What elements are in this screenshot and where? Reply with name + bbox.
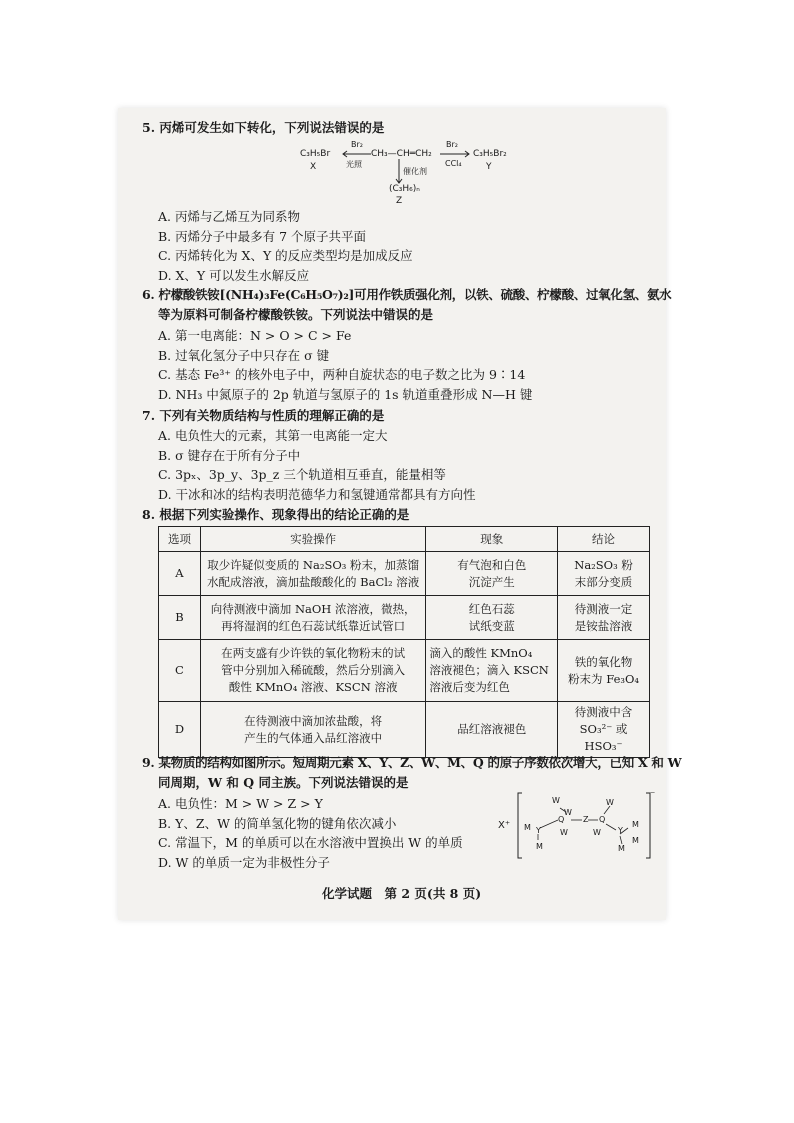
q5-options (158, 207, 413, 285)
q9-options (158, 794, 463, 872)
atom-q: Q (558, 815, 565, 824)
cell-line: 在两支盛有少许铁的氧化物粉末的试 (221, 646, 406, 660)
anion-charge: ⁻ (650, 790, 656, 801)
row-a-conclusion (558, 552, 650, 596)
q5-propene: CH₃—CH═CH₂ (371, 149, 432, 159)
q7-option-a[interactable]: A. 电负性大的元素，其第一电离能一定大 (158, 428, 388, 443)
atom-w: W (552, 796, 560, 805)
cell-line: 粉末为 Fe₃O₄ (568, 671, 640, 686)
header-phenomenon: 现象 (426, 527, 558, 552)
q9-stem-line2: 同周期，W 和 Q 同主族。下列说法错误的是 (158, 775, 409, 790)
atom-m: M (618, 844, 625, 853)
q7-option-b[interactable]: B. σ 键存在于所有分子中 (158, 447, 301, 463)
q5-label-y: Y (486, 162, 492, 172)
q5-option-a[interactable]: A. 丙烯与乙烯互为同系物 (158, 209, 300, 224)
cell-line: 试纸变蓝 (468, 618, 515, 633)
q6-stem-line2: 等为原料可制备柠檬酸铁铵。下列说法中错误的是 (158, 307, 434, 322)
row-b-operation (200, 596, 425, 640)
cell-line: 待测液中含 (574, 705, 633, 719)
cell-line: 取少许疑似变质的 Na₂SO₃ 粉末，加蒸馏 (207, 557, 420, 572)
cell-line: 滴入的酸性 KMnO₄ (429, 646, 533, 660)
q6-options (158, 326, 532, 404)
page-footer: 化学试题 第 2 页(共 8 页) (322, 886, 482, 901)
atom-w: W (560, 828, 568, 837)
q6-option-b[interactable]: B. 过氧化氢分子中只存在 σ 键 (158, 347, 330, 363)
q6-option-d[interactable]: D. NH₃ 中氮原子的 2p 轨道与氢原子的 1s 轨道重叠形成 N—H 键 (158, 386, 533, 402)
atom-w: W (606, 798, 614, 807)
q7-option-d[interactable]: D. 干冰和冰的结构表明范德华力和氢键通常都具有方向性 (158, 486, 476, 502)
cell-line: 待测液一定 (574, 601, 633, 616)
header-conclusion: 结论 (558, 527, 650, 552)
q5-option-d[interactable]: D. X、Y 可以发生水解反应 (158, 267, 310, 283)
q5-right-reagent-top: Br₂ (446, 140, 458, 149)
q5-down-reagent: 催化剂 (403, 167, 427, 176)
row-d-operation (200, 702, 425, 758)
q5-right-reagent-bottom: CCl₄ (445, 159, 462, 168)
cell-line: SO₃²⁻ 或 HSO₃⁻ (579, 722, 628, 753)
cell-line: 向待测液中滴加 NaOH 浓溶液，微热， (210, 601, 416, 616)
row-d-option: D (159, 702, 201, 758)
cell-line: 有气泡和白色 (457, 557, 527, 572)
table-row (159, 596, 650, 640)
q7-option-c[interactable]: C. 3pₓ、3p_y、3p_z 三个轨道相互垂直，能量相等 (158, 467, 446, 482)
atom-y: Y (536, 826, 541, 835)
row-b-phenomenon (426, 596, 558, 640)
q9-option-c[interactable]: C. 常温下，M 的单质可以在水溶液中置换出 W 的单质 (158, 835, 463, 850)
cell-line: 在待测液中滴加浓盐酸，将 (244, 713, 383, 728)
cell-line: 产生的气体通入品红溶液中 (244, 730, 383, 745)
q9-option-a[interactable]: A. 电负性：M > W > Z > Y (158, 796, 323, 811)
q6-option-a[interactable]: A. 第一电离能：N > O > C > Fe (158, 328, 352, 343)
q5-down-product: (C₃H₆)ₙ (389, 184, 420, 194)
cell-line: 溶液褪色；滴入 KSCN (429, 663, 549, 677)
q7-stem: 7. 下列有关物质结构与性质的理解正确的是 (142, 408, 385, 423)
atom-y: Y (618, 826, 623, 835)
q5-reaction-scheme (300, 140, 520, 208)
table-row (159, 552, 650, 596)
cell-line: Na₂SO₃ 粉 (574, 557, 633, 572)
row-c-phenomenon (426, 640, 558, 702)
atom-w: W (593, 828, 601, 837)
row-b-option: B (159, 596, 201, 640)
cell-line: 是铵盐溶液 (574, 618, 633, 633)
row-b-conclusion (558, 596, 650, 640)
atom-z: Z (583, 815, 589, 824)
q5-left-reagent-bottom: 光照 (346, 160, 362, 169)
q5-down-arrow (395, 159, 403, 185)
row-a-phenomenon (426, 552, 558, 596)
atom-q: Q (599, 815, 606, 824)
atom-w: W (564, 808, 572, 817)
row-a-option: A (159, 552, 201, 596)
row-c-conclusion (558, 640, 650, 702)
q5-option-b[interactable]: B. 丙烯分子中最多有 7 个原子共平面 (158, 228, 367, 244)
q5-right-arrow (440, 150, 472, 158)
cell-line: 再将湿润的红色石蕊试纸靠近试管口 (221, 618, 406, 633)
cell-line: 红色石蕊 (468, 601, 515, 616)
cell-line: 铁的氧化物 (574, 654, 633, 669)
q5-left-arrow (341, 150, 371, 158)
header-option: 选项 (159, 527, 201, 552)
q9-option-b[interactable]: B. Y、Z、W 的简单氢化物的键角依次减小 (158, 815, 397, 831)
q9-stem-line1: 9. 某物质的结构如图所示。短周期元素 X、Y、Z、W、M、Q 的原子序数依次增大，已知 X 和 W (142, 755, 682, 770)
atom-m: M (524, 823, 531, 832)
cell-line: 溶液后变为红色 (429, 680, 510, 694)
table-row (159, 702, 650, 758)
cell-line: 沉淀产生 (468, 574, 515, 589)
q5-label-x: X (310, 162, 317, 172)
cation-x: X⁺ (498, 820, 511, 831)
cell-line: 品红溶液褪色 (457, 722, 527, 736)
q5-label-z: Z (396, 196, 403, 206)
q5-right-product: C₃H₅Br₂ (473, 149, 507, 159)
q8-header-row (159, 527, 650, 552)
q8-stem: 8. 根据下列实验操作、现象得出的结论正确的是 (142, 507, 410, 522)
q5-option-c[interactable]: C. 丙烯转化为 X、Y 的反应类型均是加成反应 (158, 248, 413, 263)
cell-line: 酸性 KMnO₄ 溶液、KSCN 溶液 (228, 680, 398, 694)
q5-left-product: C₃H₅Br (300, 149, 331, 159)
table-row (159, 640, 650, 702)
cell-line: 水配成溶液，滴加盐酸酸化的 BaCl₂ 溶液 (207, 574, 420, 589)
q7-options (158, 426, 476, 504)
row-d-conclusion (558, 702, 650, 758)
cell-line: 末部分变质 (574, 574, 633, 589)
atom-m: M (632, 820, 639, 829)
q9-structure-diagram (498, 790, 658, 862)
q5-left-reagent-top: Br₂ (351, 140, 363, 149)
row-c-option: C (159, 640, 201, 702)
row-c-operation (200, 640, 425, 702)
row-a-operation (200, 552, 425, 596)
header-operation: 实验操作 (200, 527, 425, 552)
q6-option-c[interactable]: C. 基态 Fe³⁺ 的核外电子中，两种自旋状态的电子数之比为 9∶14 (158, 367, 526, 382)
q5-stem: 5. 丙烯可发生如下转化，下列说法错误的是 (142, 120, 385, 135)
q8-experiment-table (158, 526, 650, 758)
atom-m: M (632, 836, 639, 845)
q9-option-d[interactable]: D. W 的单质一定为非极性分子 (158, 854, 330, 870)
cell-line: 管中分别加入稀硫酸，然后分别滴入 (221, 663, 406, 677)
q6-stem-line1: 6. 柠檬酸铁铵[(NH₄)₃Fe(C₆H₅O₇)₂]可用作铁质强化剂，以铁、硫酸、柠檬酸、过氧化氢、氨水 (142, 287, 672, 302)
atom-m: M (536, 842, 543, 851)
row-d-phenomenon (426, 702, 558, 758)
